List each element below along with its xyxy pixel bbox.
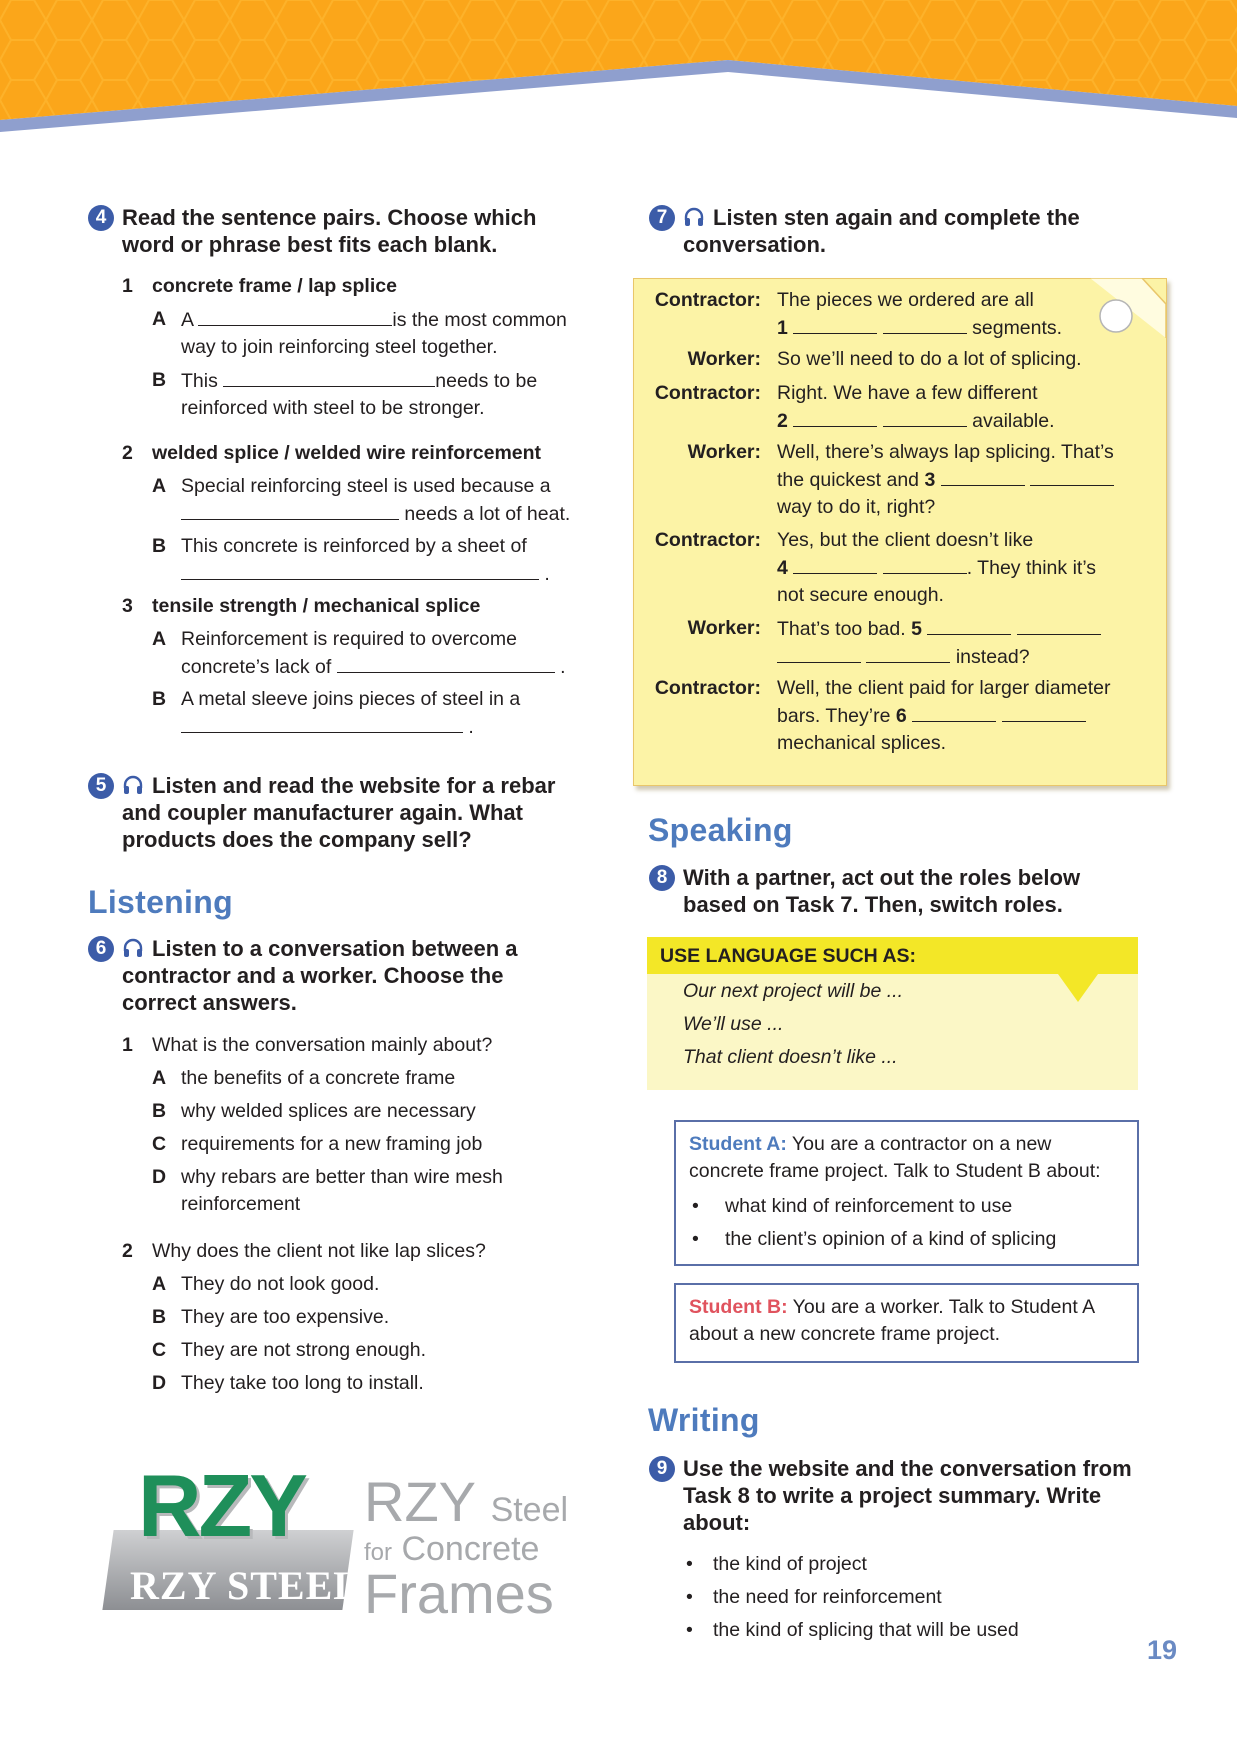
bullet-item bbox=[683, 1584, 1163, 1611]
option-text: They are too expensive. bbox=[181, 1306, 390, 1328]
speaker-contractor: Contractor: bbox=[654, 677, 761, 699]
student-b-label: Student B: bbox=[689, 1296, 788, 1318]
task6-q2-option-b[interactable] bbox=[152, 1304, 592, 1331]
bullet-dot: • bbox=[692, 1195, 699, 1217]
task5-heading bbox=[88, 772, 608, 853]
page-number: 19 bbox=[1147, 1635, 1178, 1665]
logo-word: Steel bbox=[490, 1491, 569, 1529]
answer-blank[interactable] bbox=[927, 615, 1011, 635]
option-letter: A bbox=[152, 1067, 167, 1089]
option-letter: D bbox=[152, 1166, 167, 1188]
option-letter: C bbox=[152, 1133, 167, 1155]
task6-q1-option-d[interactable] bbox=[152, 1164, 592, 1218]
answer-blank[interactable] bbox=[181, 713, 463, 733]
task4-item-3 bbox=[122, 593, 602, 620]
answer-blank[interactable] bbox=[181, 560, 539, 580]
language-box bbox=[647, 937, 1138, 1090]
option-letter: D bbox=[152, 1372, 167, 1394]
option-text: is the most common bbox=[392, 309, 567, 331]
bullet-dot: • bbox=[686, 1586, 693, 1608]
company-logo bbox=[108, 1456, 578, 1625]
answer-blank[interactable] bbox=[793, 407, 877, 427]
student-a-text bbox=[689, 1131, 1129, 1185]
option-text: Special reinforcing steel is used because a bbox=[181, 475, 551, 497]
speaking-title: Speaking bbox=[648, 812, 793, 848]
task4-item3-option-b bbox=[152, 686, 592, 741]
item-title: tensile strength / mechanical splice bbox=[152, 595, 481, 617]
convo-text: Well, the client paid for larger diameter bbox=[777, 677, 1111, 699]
question-number: 2 bbox=[122, 1240, 133, 1262]
option-text: needs to be bbox=[435, 370, 538, 392]
headphones-icon bbox=[122, 938, 144, 958]
speaker-contractor: Contractor: bbox=[654, 382, 761, 404]
task9-line2: Task 8 to write a project summary. Write bbox=[683, 1483, 1102, 1508]
task6-q1-option-b[interactable] bbox=[152, 1098, 592, 1125]
task8-line2: based on Task 7. Then, switch roles. bbox=[683, 892, 1063, 917]
convo-line-c1 bbox=[777, 287, 1137, 342]
bullet-item bbox=[689, 1193, 1129, 1220]
option-text: A bbox=[181, 309, 193, 331]
task6-q1-option-c[interactable] bbox=[152, 1131, 592, 1158]
task9-line3: about: bbox=[683, 1510, 751, 1535]
task4-item1-option-a bbox=[152, 306, 592, 361]
convo-text: mechanical splices. bbox=[777, 732, 947, 754]
blank-number: 2 bbox=[777, 410, 788, 432]
task6-q2-option-d[interactable] bbox=[152, 1370, 592, 1397]
option-text: They take too long to install. bbox=[181, 1372, 424, 1394]
task6-q2-option-c[interactable] bbox=[152, 1337, 592, 1364]
option-text: . bbox=[544, 563, 550, 585]
item-number: 1 bbox=[122, 275, 133, 297]
convo-text: The pieces we ordered are all bbox=[777, 289, 1034, 311]
task-number-badge: 4 bbox=[88, 205, 114, 231]
convo-text: way to do it, right? bbox=[777, 496, 936, 518]
phrase-item: That client doesn’t like ... bbox=[683, 1046, 898, 1068]
convo-text: instead? bbox=[955, 646, 1030, 668]
task-number-badge: 6 bbox=[88, 936, 114, 962]
convo-text: Yes, but the client doesn’t like bbox=[777, 529, 1034, 551]
answer-blank[interactable] bbox=[337, 653, 555, 673]
option-text: why welded splices are necessary bbox=[181, 1100, 476, 1122]
answer-blank[interactable] bbox=[941, 466, 1025, 486]
blank-number: 6 bbox=[895, 705, 907, 727]
option-letter: B bbox=[152, 1306, 167, 1328]
student-a-line1: You are a contractor on a new bbox=[791, 1133, 1052, 1155]
answer-blank[interactable] bbox=[777, 643, 861, 663]
bullet-dot: • bbox=[686, 1553, 693, 1575]
question-text: What is the conversation mainly about? bbox=[152, 1034, 493, 1056]
header-band bbox=[0, 0, 1237, 135]
bullet-text: the need for reinforcement bbox=[713, 1586, 942, 1608]
student-b-card bbox=[674, 1283, 1139, 1363]
task-number-badge: 7 bbox=[649, 205, 675, 231]
answer-blank[interactable] bbox=[912, 702, 996, 722]
answer-blank[interactable] bbox=[883, 314, 967, 334]
task6-q1-option-a[interactable] bbox=[152, 1065, 592, 1092]
option-text: This concrete is reinforced by a sheet of bbox=[181, 535, 527, 557]
option-text: . bbox=[468, 716, 474, 738]
option-letter: A bbox=[152, 1273, 167, 1295]
answer-blank[interactable] bbox=[1002, 702, 1086, 722]
logo-word: Frames bbox=[364, 1562, 554, 1625]
option-text: . bbox=[560, 656, 566, 678]
convo-text: Well, there’s always lap splicing. That’s bbox=[777, 441, 1114, 463]
task5-line1: Listen and read the website for a rebar bbox=[152, 773, 556, 798]
option-text: reinforcement bbox=[181, 1193, 301, 1215]
task4-item-2 bbox=[122, 440, 602, 467]
task7-line1: Listen sten again and complete the bbox=[713, 205, 1080, 230]
task4-heading-line2: word or phrase best fits each blank. bbox=[122, 232, 498, 257]
task4-item3-option-a bbox=[152, 626, 592, 681]
phrase-item: Our next project will be ... bbox=[683, 980, 904, 1002]
bullet-text: the kind of project bbox=[713, 1553, 867, 1575]
convo-line-w3 bbox=[777, 615, 1137, 671]
option-text: This bbox=[181, 370, 218, 392]
convo-text: not secure enough. bbox=[777, 584, 944, 606]
student-b-line1: You are a worker. Talk to Student A bbox=[792, 1296, 1096, 1318]
question-text: Why does the client not like lap slices? bbox=[152, 1240, 486, 1262]
item-number: 2 bbox=[122, 442, 133, 464]
task5-line3: products does the company sell? bbox=[122, 827, 472, 852]
task4-heading-line1: Read the sentence pairs. Choose which bbox=[122, 205, 537, 230]
answer-blank[interactable] bbox=[866, 643, 950, 663]
option-letter: A bbox=[152, 308, 167, 330]
bullet-text: what kind of reinforcement to use bbox=[725, 1195, 1013, 1217]
logo-plate: RZY STEEL bbox=[130, 1563, 361, 1608]
student-b-line2: about a new concrete frame project. bbox=[689, 1323, 1001, 1345]
logo-wordmark bbox=[364, 1470, 569, 1625]
convo-text: segments. bbox=[972, 317, 1063, 339]
task9-line1: Use the website and the conversation from bbox=[683, 1456, 1132, 1481]
logo-mark: RZY bbox=[138, 1456, 305, 1555]
answer-blank[interactable] bbox=[793, 554, 877, 574]
headphones-icon bbox=[683, 207, 705, 227]
task6-heading bbox=[88, 935, 608, 1016]
student-a-line2: concrete frame project. Talk to Student B about: bbox=[689, 1160, 1101, 1182]
answer-blank[interactable] bbox=[223, 367, 435, 387]
logo-word: RZY bbox=[364, 1470, 475, 1533]
bullet-dot: • bbox=[692, 1228, 699, 1250]
task6-q2-option-a[interactable] bbox=[152, 1271, 592, 1298]
speaker-worker: Worker: bbox=[687, 617, 761, 639]
option-letter: B bbox=[152, 535, 167, 557]
answer-blank[interactable] bbox=[793, 314, 877, 334]
bullet-item bbox=[683, 1551, 1163, 1578]
language-box-title: USE LANGUAGE SUCH AS: bbox=[660, 945, 917, 967]
item-title: welded splice / welded wire reinforcement bbox=[152, 442, 542, 464]
blank-number: 3 bbox=[924, 469, 936, 491]
task-number-badge: 9 bbox=[649, 1456, 675, 1482]
answer-blank[interactable] bbox=[181, 500, 399, 520]
option-letter: A bbox=[152, 475, 167, 497]
speaker-contractor: Contractor: bbox=[654, 529, 761, 551]
answer-blank[interactable] bbox=[198, 306, 392, 326]
answer-blank[interactable] bbox=[1030, 466, 1114, 486]
task7-line2: conversation. bbox=[683, 232, 827, 257]
convo-line-c3 bbox=[777, 527, 1137, 609]
convo-text: Right. We have a few different bbox=[777, 382, 1038, 404]
student-a-card bbox=[674, 1120, 1139, 1266]
option-text: requirements for a new framing job bbox=[181, 1133, 483, 1155]
option-text: the benefits of a concrete frame bbox=[181, 1067, 456, 1089]
task-number-badge: 5 bbox=[88, 773, 114, 799]
bullet-item bbox=[683, 1617, 1163, 1644]
option-letter: A bbox=[152, 628, 167, 650]
convo-line-w2 bbox=[777, 439, 1137, 521]
task7-heading bbox=[649, 204, 1169, 258]
option-text: way to join reinforcing steel together. bbox=[181, 336, 498, 358]
option-text: why rebars are better than wire mesh bbox=[181, 1166, 503, 1188]
blank-number: 5 bbox=[911, 618, 922, 640]
bullet-text: the kind of splicing that will be used bbox=[713, 1619, 1019, 1641]
task-number-badge: 8 bbox=[649, 865, 675, 891]
blank-number: 4 bbox=[777, 557, 788, 579]
option-letter: B bbox=[152, 688, 167, 710]
speech-pointer-icon bbox=[1058, 974, 1098, 1002]
task6-line2: contractor and a worker. Choose the bbox=[122, 963, 504, 988]
task6-line1: Listen to a conversation between a bbox=[152, 936, 518, 961]
option-text: Reinforcement is required to overcome bbox=[181, 628, 517, 650]
convo-text: the quickest and bbox=[777, 469, 920, 491]
task4-heading bbox=[88, 204, 608, 258]
task5-line2: and coupler manufacturer again. What bbox=[122, 800, 523, 825]
item-title: concrete frame / lap splice bbox=[152, 275, 397, 297]
option-text: reinforced with steel to be stronger. bbox=[181, 397, 485, 419]
answer-blank[interactable] bbox=[883, 407, 967, 427]
convo-text: bars. They’re bbox=[777, 705, 891, 727]
bullet-text: the client’s opinion of a kind of splicing bbox=[725, 1228, 1057, 1250]
convo-line-c2 bbox=[777, 380, 1137, 435]
speaker-worker: Worker: bbox=[687, 348, 761, 370]
option-letter: C bbox=[152, 1339, 167, 1361]
option-text: needs a lot of heat. bbox=[404, 503, 571, 525]
option-text: concrete’s lack of bbox=[181, 656, 332, 678]
option-text: A metal sleeve joins pieces of steel in a bbox=[181, 688, 521, 710]
bullet-item bbox=[689, 1226, 1129, 1253]
logo-word: Concrete bbox=[401, 1530, 540, 1568]
task4-item2-option-b bbox=[152, 533, 592, 588]
task4-item1-option-b bbox=[152, 367, 592, 422]
convo-text: That’s too bad. bbox=[777, 618, 906, 640]
item-number: 3 bbox=[122, 595, 133, 617]
bullet-dot: • bbox=[686, 1619, 693, 1641]
writing-title: Writing bbox=[648, 1402, 760, 1438]
blank-number: 1 bbox=[777, 317, 788, 339]
answer-blank[interactable] bbox=[883, 554, 967, 574]
convo-line-w1: So we’ll need to do a lot of splicing. bbox=[777, 348, 1082, 370]
speaker-worker: Worker: bbox=[687, 441, 761, 463]
convo-text: available. bbox=[972, 410, 1055, 432]
student-a-label: Student A: bbox=[689, 1133, 787, 1155]
task8-heading bbox=[649, 864, 1189, 918]
listening-title: Listening bbox=[88, 884, 233, 920]
option-letter: B bbox=[152, 1100, 167, 1122]
option-letter: B bbox=[152, 369, 167, 391]
task6-line3: correct answers. bbox=[122, 990, 297, 1015]
option-text: They are not strong enough. bbox=[181, 1339, 426, 1361]
student-b-text bbox=[689, 1294, 1129, 1348]
task6-question-2 bbox=[122, 1238, 602, 1265]
logo-word: for bbox=[364, 1539, 393, 1566]
task8-line1: With a partner, act out the roles below bbox=[683, 865, 1081, 890]
answer-blank[interactable] bbox=[1017, 615, 1101, 635]
convo-line-c4 bbox=[777, 675, 1137, 757]
convo-text: . They think it’s bbox=[966, 557, 1097, 579]
task9-heading bbox=[649, 1455, 1189, 1536]
speaker-contractor: Contractor: bbox=[654, 289, 761, 311]
question-number: 1 bbox=[122, 1034, 133, 1056]
task4-item2-option-a bbox=[152, 473, 592, 528]
task6-question-1 bbox=[122, 1032, 602, 1059]
option-text: They do not look good. bbox=[181, 1273, 380, 1295]
task4-item-1 bbox=[122, 273, 602, 300]
headphones-icon bbox=[122, 775, 144, 795]
phrase-item: We’ll use ... bbox=[683, 1013, 784, 1035]
